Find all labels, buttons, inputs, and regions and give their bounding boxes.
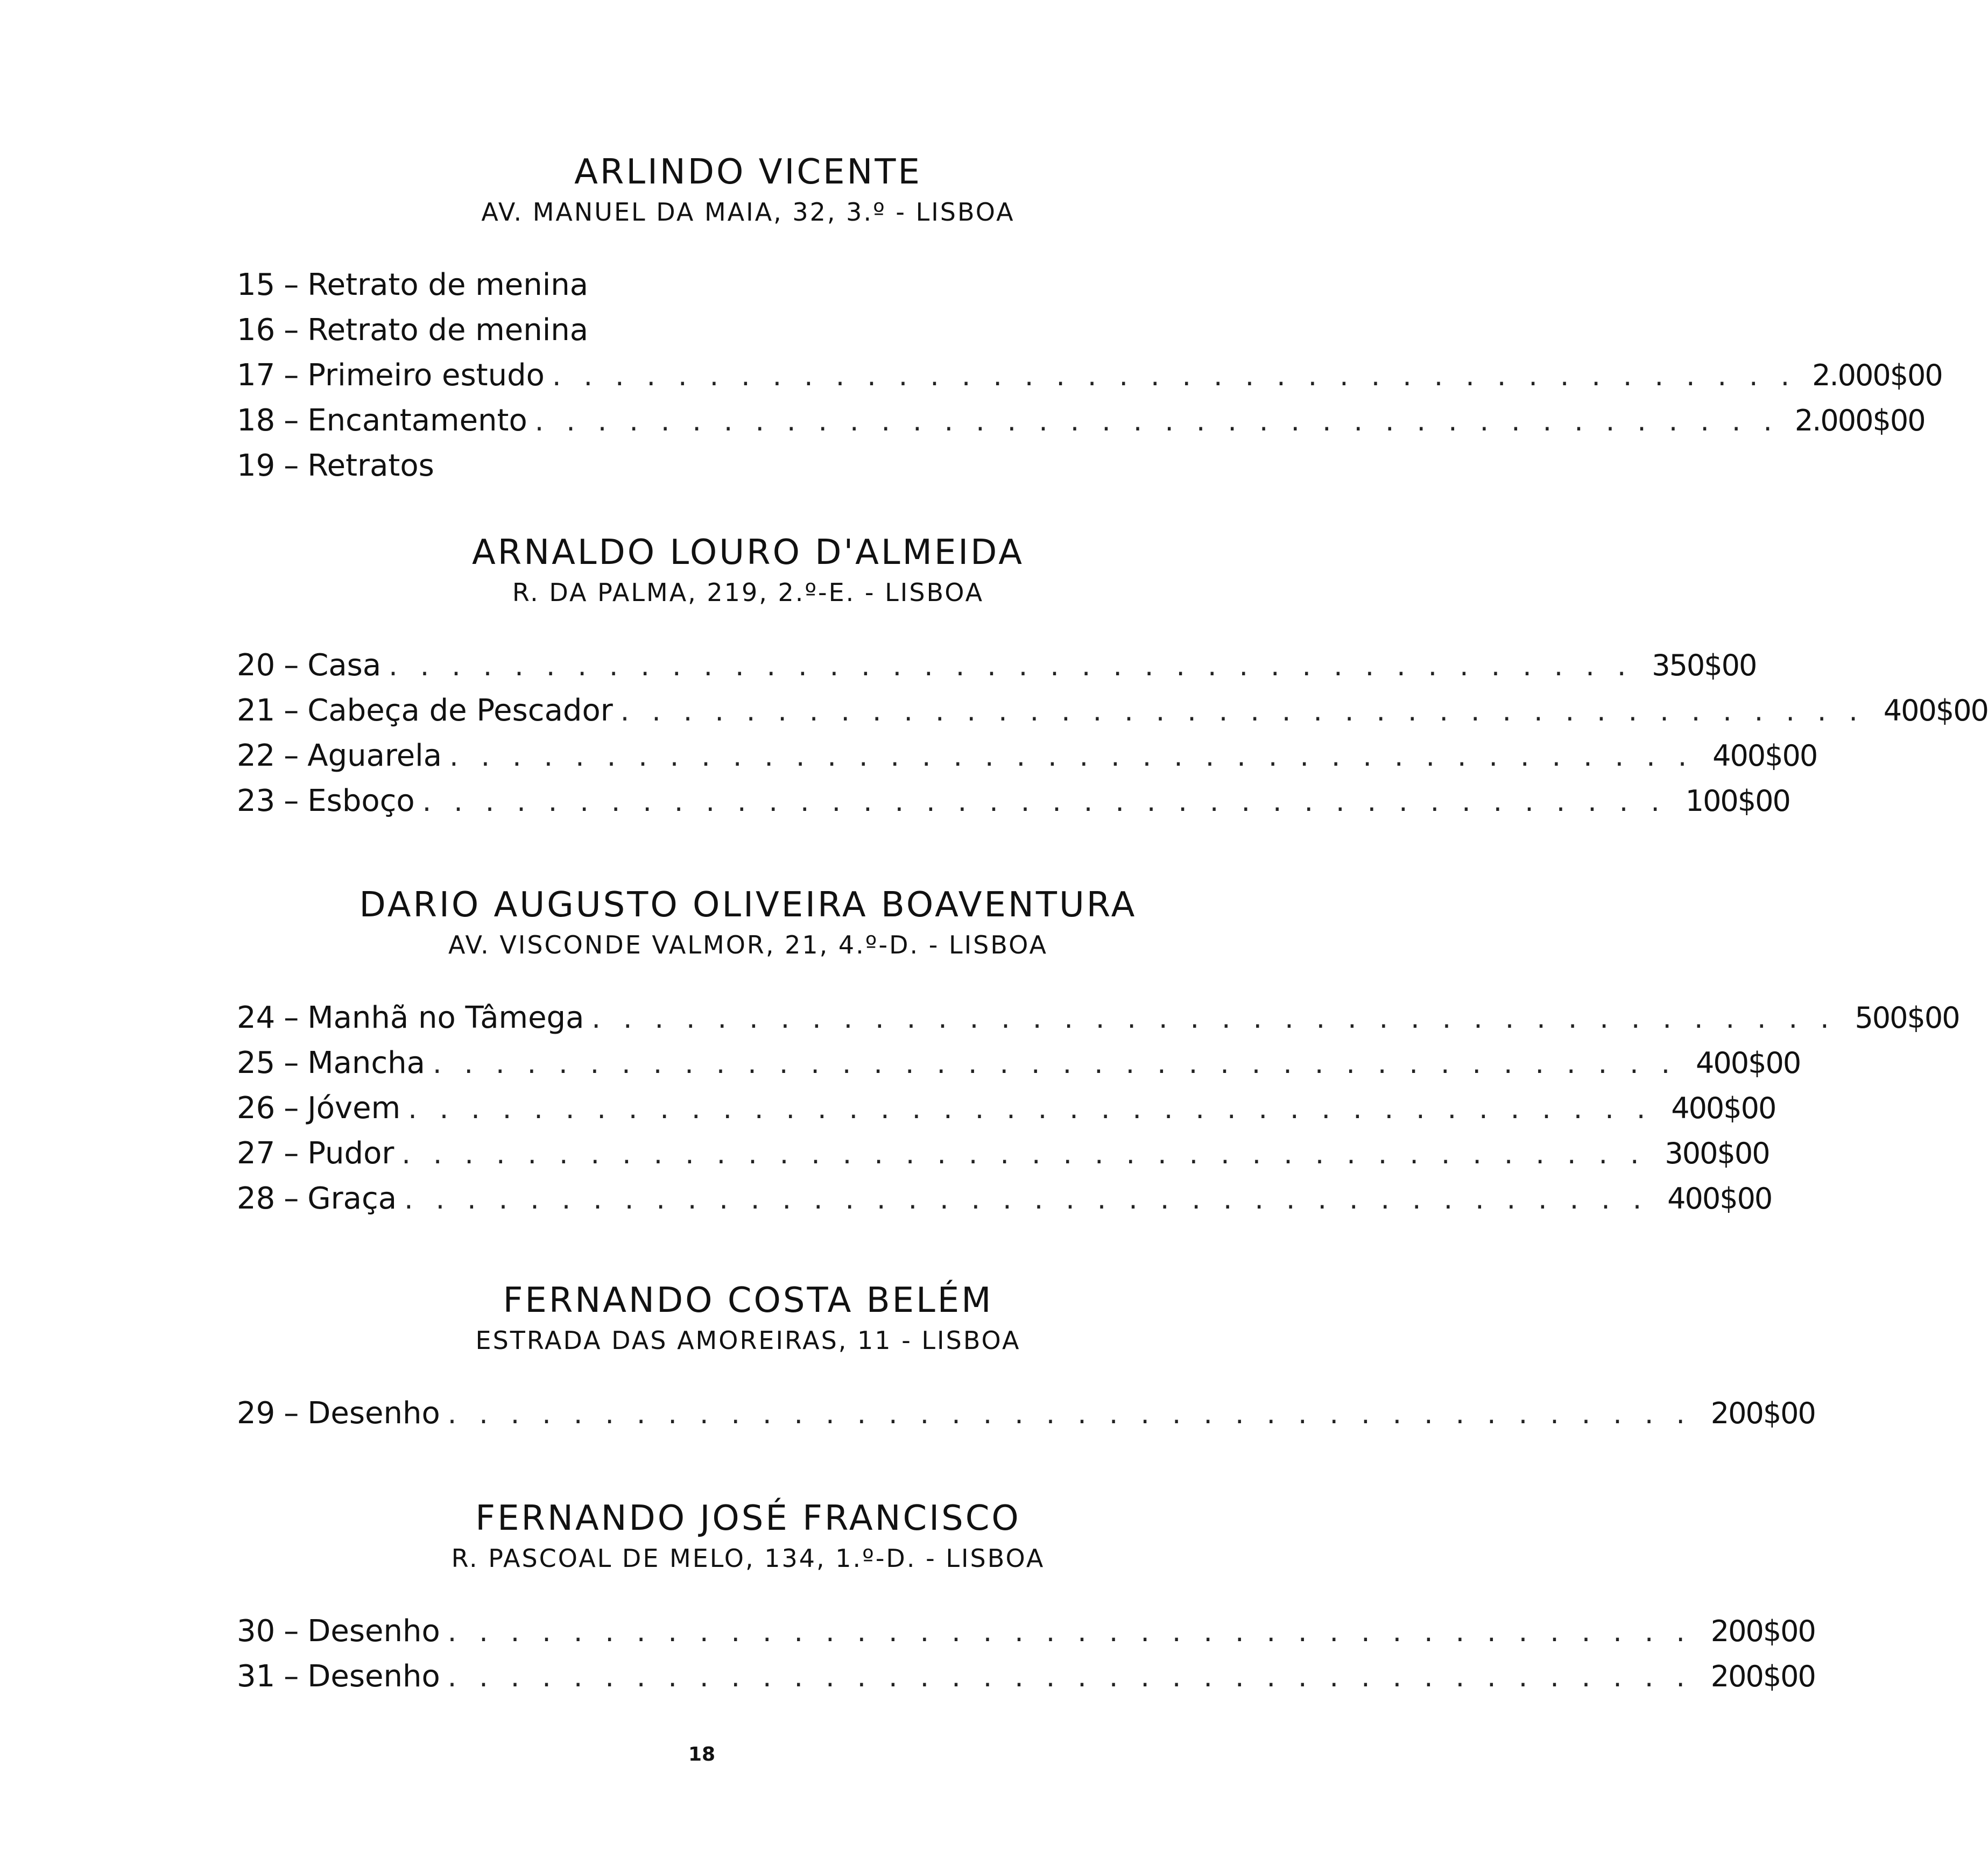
entry-title: Cabeça de Pescador	[307, 693, 613, 728]
dot-leader: ........................................	[401, 1138, 1662, 1170]
entry-dash: –	[284, 783, 299, 818]
entry-title: Casa	[307, 648, 382, 683]
entry-number: 18	[237, 403, 276, 438]
entry-dash: –	[284, 448, 299, 483]
entry-price: 200$00	[1710, 1659, 1815, 1693]
entry-title: Primeiro estudo	[307, 358, 545, 393]
entry-number: 22	[237, 738, 276, 773]
entry-dash: –	[284, 1000, 299, 1035]
entry-number: 25	[237, 1046, 276, 1080]
entry-price: 200$00	[1710, 1614, 1815, 1648]
entry-dash: –	[284, 313, 299, 348]
entry-dash: –	[284, 738, 299, 773]
artist-address: AV. MANUEL DA MAIA, 32, 3.º - LISBOA	[481, 197, 1015, 227]
catalog-entry	[237, 1131, 1770, 1176]
catalog-entry	[237, 1609, 1815, 1654]
entry-number: 15	[237, 267, 276, 302]
entry-number: 19	[237, 448, 276, 483]
entry-dash: –	[284, 1396, 299, 1431]
artist-address: AV. VISCONDE VALMOR, 21, 4.º-D. - LISBOA	[448, 930, 1048, 959]
entry-price: 400$00	[1696, 1046, 1801, 1080]
entry-dash: –	[284, 1181, 299, 1216]
catalog-entry	[237, 263, 1259, 308]
entry-title: Retratos	[307, 448, 434, 483]
entry-title: Manhã no Tâmega	[307, 1000, 584, 1035]
catalog-entry	[237, 643, 1757, 688]
entry-price: 500$00	[1855, 1001, 1959, 1035]
artist-section	[237, 882, 1959, 1221]
entry-title: Desenho	[307, 1396, 440, 1431]
entry-price: 400$00	[1883, 694, 1988, 727]
dot-leader: ........................................	[447, 1661, 1708, 1693]
artist-section	[237, 530, 1988, 824]
entry-dash: –	[284, 1091, 299, 1126]
entry-price: 400$00	[1712, 739, 1817, 773]
entry-number: 26	[237, 1091, 276, 1126]
entry-title: Encantamento	[307, 403, 527, 438]
artist-name: FERNANDO COSTA BELÉM	[503, 1281, 993, 1320]
dot-leader: ........................................	[447, 1398, 1708, 1430]
artist-section	[237, 1496, 1815, 1699]
dot-leader: ........................................	[449, 740, 1710, 773]
page-number: 18	[688, 1743, 716, 1765]
entry-price: 100$00	[1685, 784, 1790, 818]
entry-title: Esboço	[307, 783, 415, 818]
entry-dash: –	[284, 1046, 299, 1080]
entry-title: Graça	[307, 1181, 397, 1216]
catalog-entry	[237, 688, 1988, 733]
entry-price: 400$00	[1667, 1182, 1772, 1216]
artist-name: ARLINDO VICENTE	[574, 152, 922, 192]
dot-leader: ........................................	[404, 1183, 1665, 1216]
artist-address: R. PASCOAL DE MELO, 134, 1.º-D. - LISBOA	[451, 1544, 1045, 1573]
catalog-entry	[237, 1176, 1772, 1221]
dot-leader: ........................................	[534, 405, 1795, 437]
entry-title: Retrato de menina	[307, 313, 589, 348]
entry-price: 300$00	[1665, 1136, 1770, 1170]
entry-dash: –	[284, 1659, 299, 1694]
entry-price: 350$00	[1652, 648, 1757, 682]
entry-title: Mancha	[307, 1046, 425, 1080]
entry-price: 200$00	[1710, 1396, 1815, 1430]
artist-name: DARIO AUGUSTO OLIVEIRA BOAVENTURA	[359, 885, 1137, 925]
entry-number: 30	[237, 1614, 276, 1649]
entry-number: 20	[237, 648, 276, 683]
catalog-entry	[237, 443, 1259, 489]
catalog-entry	[237, 398, 1925, 443]
dot-leader: ........................................	[447, 1616, 1708, 1648]
entry-price: 400$00	[1671, 1091, 1776, 1125]
entry-dash: –	[284, 267, 299, 302]
entry-price: 2.000$00	[1794, 404, 1925, 437]
entry-number: 27	[237, 1136, 276, 1171]
dot-leader: ........................................	[389, 650, 1649, 682]
entry-dash: –	[284, 403, 299, 438]
dot-leader: ........................................	[591, 1002, 1852, 1035]
artist-section	[237, 1278, 1815, 1436]
entry-number: 16	[237, 313, 276, 348]
entry-number: 21	[237, 693, 276, 728]
entry-title: Retrato de menina	[307, 267, 589, 302]
dot-leader: ........................................	[433, 1048, 1693, 1080]
catalog-entry	[237, 1654, 1815, 1699]
artist-name: ARNALDO LOURO D'ALMEIDA	[471, 533, 1025, 573]
dot-leader: ........................................	[620, 695, 1880, 727]
entry-number: 24	[237, 1000, 276, 1035]
catalog-entry	[237, 1086, 1776, 1131]
catalog-entry	[237, 779, 1790, 824]
artist-section	[237, 150, 1942, 489]
dot-leader: ........................................	[422, 786, 1682, 818]
catalog-entry	[237, 1391, 1815, 1436]
entry-dash: –	[284, 358, 299, 393]
dot-leader: ........................................	[552, 360, 1813, 392]
catalog-entry	[237, 308, 1259, 353]
catalog-entry	[237, 733, 1817, 779]
entry-title: Jóvem	[307, 1091, 401, 1126]
entry-number: 29	[237, 1396, 276, 1431]
entry-title: Desenho	[307, 1659, 440, 1694]
catalog-entry	[237, 353, 1942, 398]
entry-dash: –	[284, 693, 299, 728]
entry-price: 2.000$00	[1812, 358, 1942, 392]
entry-number: 28	[237, 1181, 276, 1216]
entry-title: Desenho	[307, 1614, 440, 1649]
dot-leader: ........................................	[408, 1093, 1668, 1125]
entry-number: 23	[237, 783, 276, 818]
entry-dash: –	[284, 1136, 299, 1171]
artist-address: ESTRADA DAS AMOREIRAS, 11 - LISBOA	[475, 1326, 1021, 1355]
entry-number: 31	[237, 1659, 276, 1694]
entry-title: Aguarela	[307, 738, 442, 773]
entry-dash: –	[284, 1614, 299, 1649]
entry-title: Pudor	[307, 1136, 394, 1171]
artist-name: FERNANDO JOSÉ FRANCISCO	[475, 1499, 1021, 1538]
artist-address: R. DA PALMA, 219, 2.º-E. - LISBOA	[512, 578, 984, 607]
catalog-entry	[237, 1041, 1801, 1086]
entry-number: 17	[237, 358, 276, 393]
entry-dash: –	[284, 648, 299, 683]
catalog-entry	[237, 995, 1959, 1041]
